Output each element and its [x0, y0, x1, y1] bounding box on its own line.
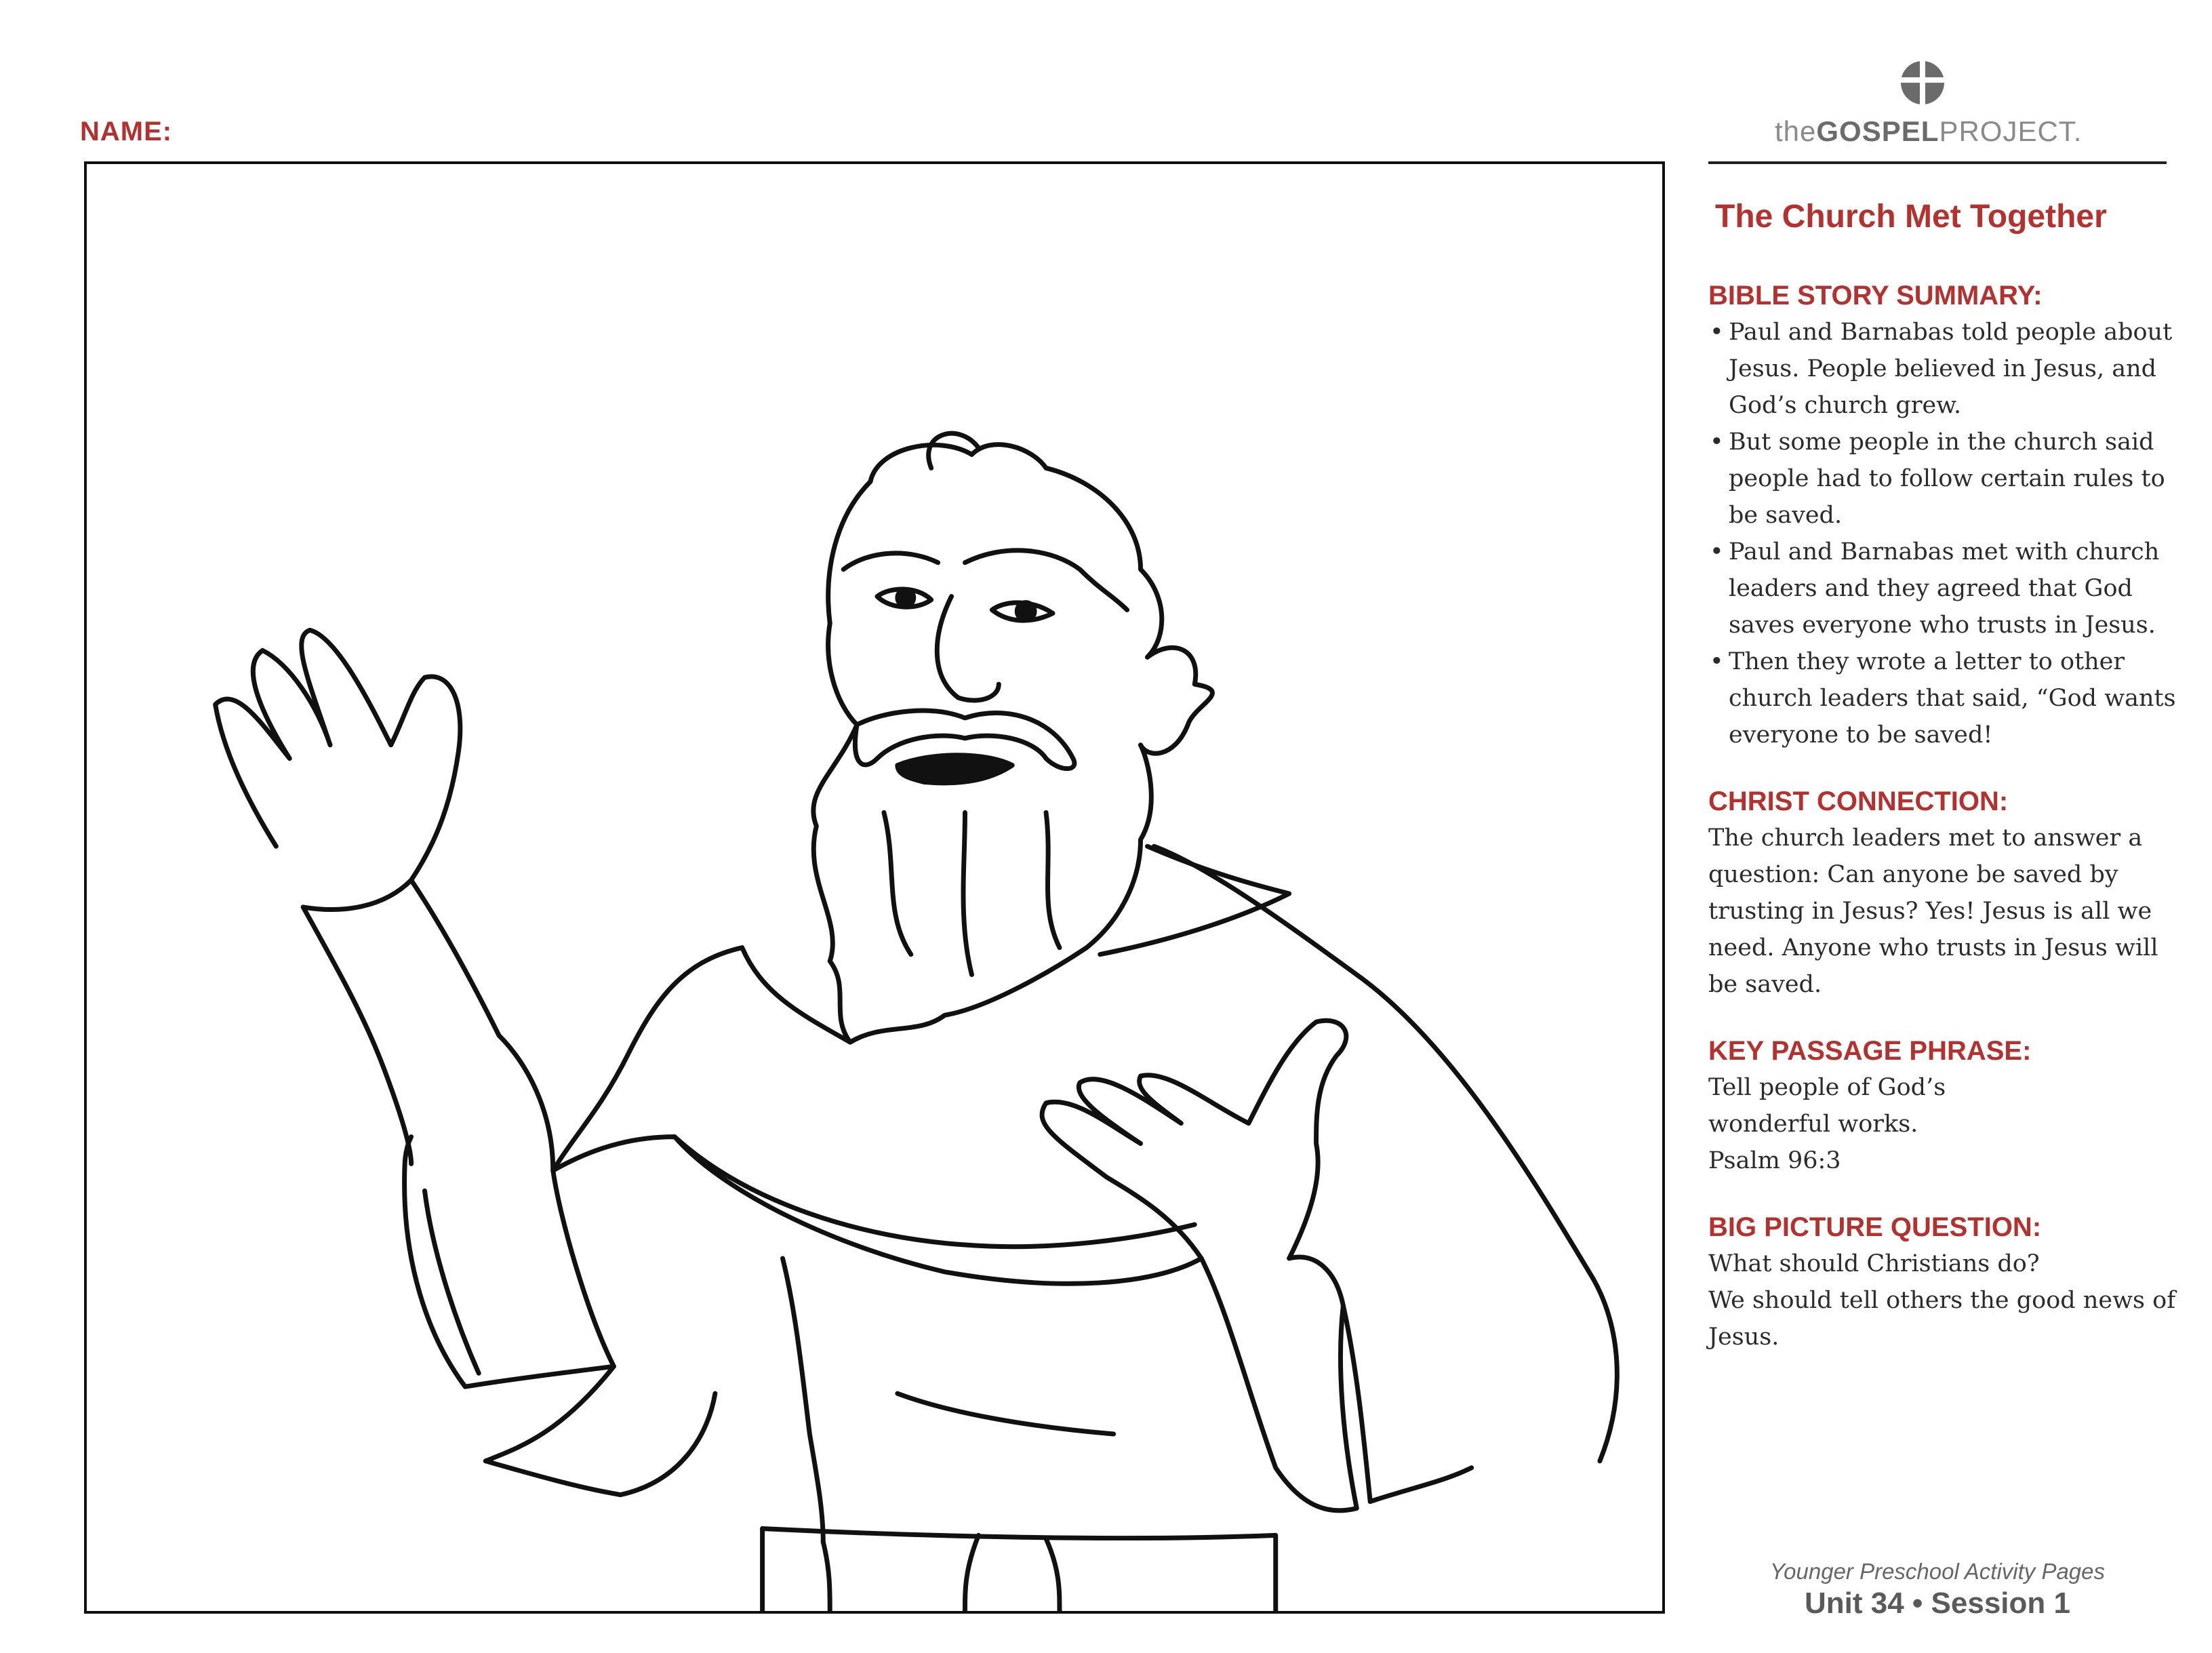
- gospel-project-logo: [1708, 60, 2156, 148]
- key-passage-line1: Tell people of God’s: [1708, 1074, 1946, 1101]
- big-picture-question: What should Christians do?: [1708, 1250, 2040, 1277]
- footer: [1708, 1558, 2167, 1620]
- forehead-line: [828, 481, 870, 623]
- ear: [1141, 648, 1213, 753]
- left-hand: [216, 630, 460, 909]
- cross-logo-icon: [1899, 60, 1946, 106]
- summary-bullet: • Paul and Barnabas told people about Jesus. People believed in Jesus, and God’s church grew.: [1708, 314, 2176, 424]
- logo-prefix: the: [1775, 115, 1817, 147]
- left-eye: [898, 590, 914, 606]
- info-panel: [1708, 190, 2176, 1355]
- summary-bullet: • Then they wrote a letter to other church leaders that said, “God wants everyone to be saved!: [1708, 643, 2176, 753]
- right-eye: [1017, 603, 1034, 620]
- key-passage-line2: wonderful works.: [1708, 1111, 1918, 1138]
- logo-bold: GOSPEL: [1816, 115, 1939, 147]
- story-title: The Church Met Together: [1715, 199, 2107, 235]
- summary-list: [1708, 314, 2176, 753]
- christ-connection-heading: CHRIST CONNECTION:: [1708, 786, 2009, 816]
- summary-bullet: • But some people in the church said people had to follow certain rules to be saved.: [1708, 424, 2176, 534]
- logo-suffix: PROJECT.: [1939, 115, 2083, 147]
- torso-fold: [898, 1393, 1114, 1434]
- unit-session: Unit 34 • Session 1: [1805, 1587, 2070, 1620]
- right-shoulder: [1154, 846, 1617, 1461]
- coloring-frame[interactable]: [84, 161, 1665, 1614]
- face-left: [828, 623, 857, 724]
- key-passage-heading: KEY PASSAGE PHRASE:: [1708, 1036, 2032, 1066]
- christ-connection-text: The church leaders met to answer a question: Can anyone be saved by trusting in Jesus? Yes! Jesus is all we need. Anyone who trusts in Jesus will be saved.: [1708, 824, 2158, 998]
- header-divider: [1708, 161, 2167, 164]
- left-brow: [843, 553, 938, 570]
- coloring-illustration: [87, 164, 1662, 1611]
- summary-bullet: • Paul and Barnabas met with church leaders and they agreed that God saves everyone who trusts in Jesus.: [1708, 534, 2176, 643]
- right-torso: [1370, 1468, 1471, 1502]
- footer-subtitle: Younger Preschool Activity Pages: [1769, 1559, 2106, 1584]
- left-forearm: [303, 907, 411, 1164]
- belt: [763, 1528, 1276, 1611]
- summary-heading: BIBLE STORY SUMMARY:: [1708, 281, 2043, 311]
- name-label: NAME:: [80, 117, 173, 146]
- collar: [742, 948, 850, 1042]
- right-sleeve: [1201, 1257, 1356, 1511]
- left-sleeve: [405, 1035, 614, 1387]
- big-picture-answer: We should tell others the good news of Jesus.: [1708, 1287, 2176, 1351]
- left-torso: [485, 1366, 715, 1494]
- nose: [937, 597, 999, 700]
- mouth: [898, 755, 1012, 783]
- big-picture-heading: BIG PICTURE QUESTION:: [1708, 1212, 2042, 1242]
- key-passage-reference: Psalm 96:3: [1708, 1147, 1841, 1174]
- hair-curl: [929, 433, 979, 468]
- right-brow: [965, 551, 1127, 610]
